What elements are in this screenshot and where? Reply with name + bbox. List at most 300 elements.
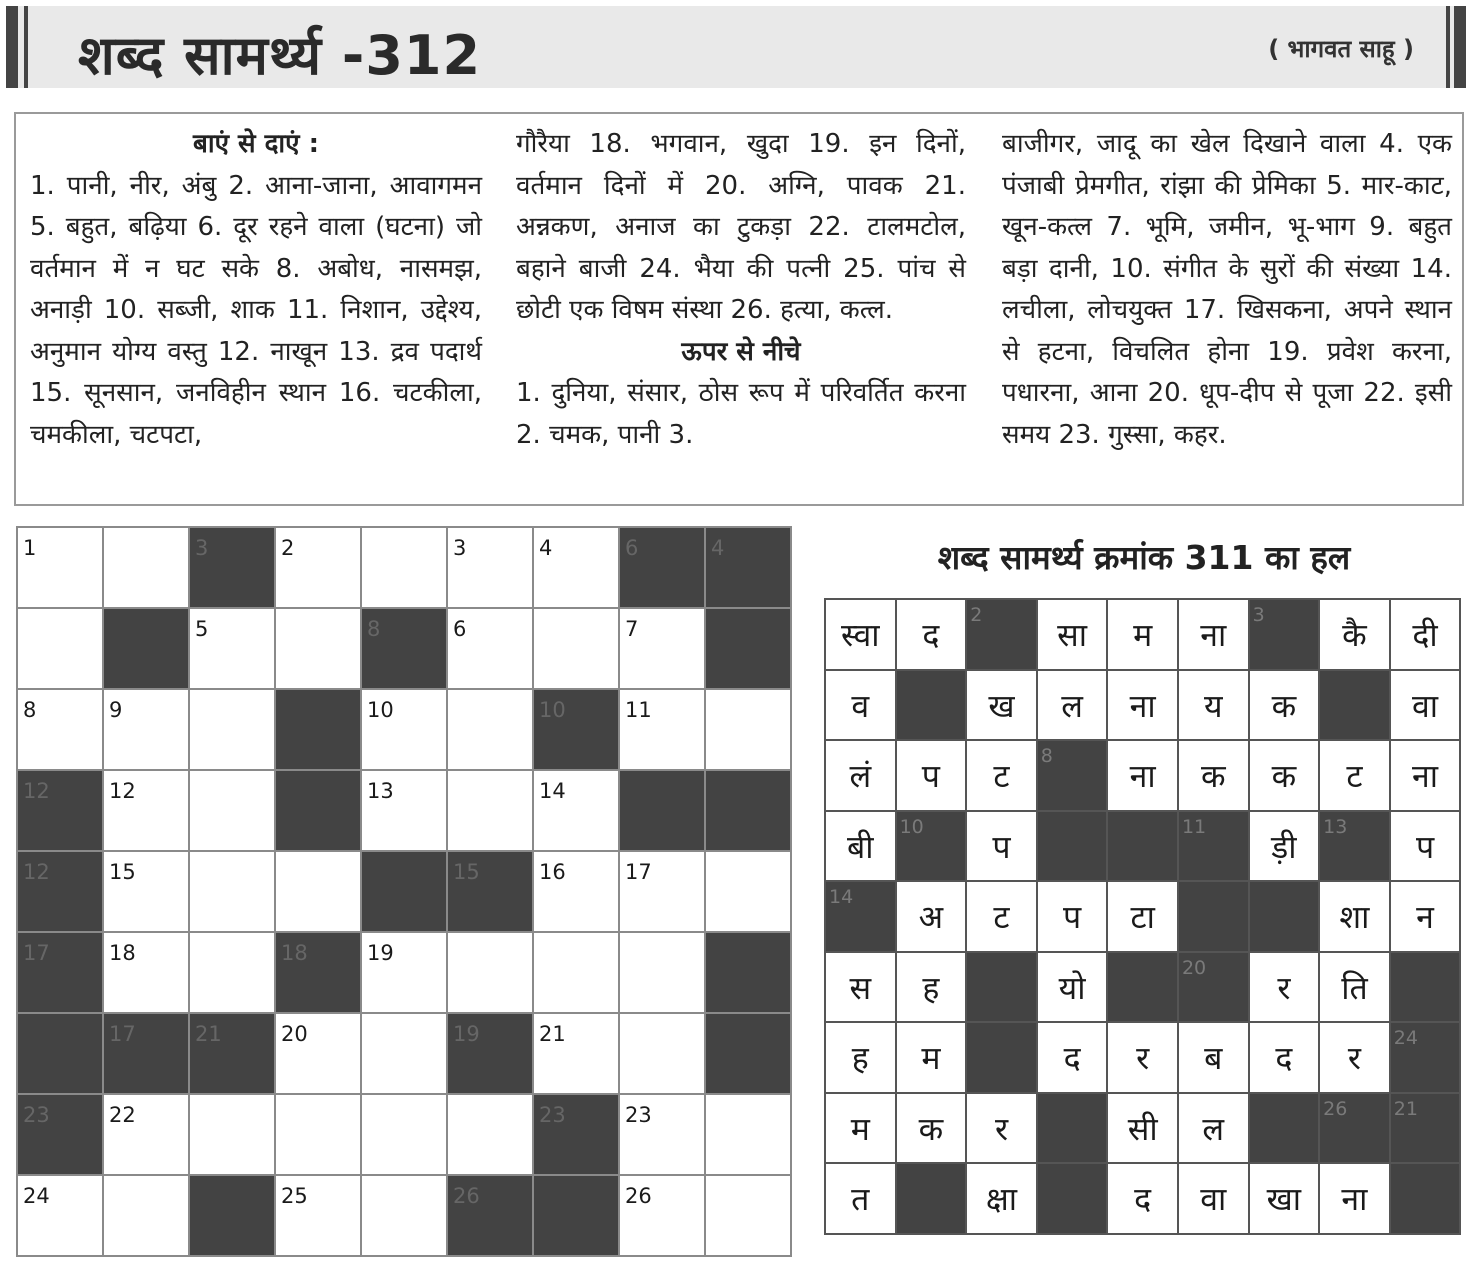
grid-row	[825, 1093, 1460, 1164]
solution-cell	[1107, 670, 1178, 741]
solution-letter: क	[1200, 757, 1226, 795]
answer-cell[interactable]	[361, 689, 447, 770]
answer-cell[interactable]	[447, 932, 533, 1013]
clue-number: 4	[539, 536, 553, 560]
clue-number: 17	[109, 1022, 136, 1046]
clue-number: 13	[367, 779, 394, 803]
solution-cell	[966, 670, 1037, 741]
grid-row	[17, 851, 791, 932]
solution-cell	[825, 952, 896, 1023]
clue-number: 7	[625, 617, 639, 641]
solution-letter: क्षा	[985, 1180, 1018, 1218]
grid-row	[17, 770, 791, 851]
clue-number: 21	[1393, 1097, 1418, 1120]
black-cell	[189, 1013, 275, 1094]
grid-row	[825, 670, 1460, 741]
solution-letter: खा	[1266, 1180, 1302, 1218]
answer-cell[interactable]	[619, 689, 705, 770]
black-cell	[17, 1094, 103, 1175]
solution-letter: लं	[849, 757, 872, 795]
solution-letter: बी	[847, 827, 874, 866]
solution-letter: ट	[1346, 757, 1363, 795]
solution-cell	[1390, 740, 1461, 811]
answer-cell[interactable]	[275, 1094, 361, 1175]
clue-number: 21	[539, 1022, 566, 1046]
answer-cell[interactable]	[103, 527, 189, 608]
answer-cell[interactable]	[361, 1094, 447, 1175]
header-left-rule	[24, 6, 28, 88]
clue-number: 14	[829, 886, 854, 908]
solution-cell	[1107, 1022, 1178, 1093]
black-cell	[1319, 1093, 1390, 1164]
black-cell	[1390, 1093, 1461, 1164]
black-cell	[705, 608, 791, 689]
black-cell	[1249, 599, 1320, 670]
answer-cell[interactable]	[619, 1175, 705, 1256]
solution-cell	[1178, 1093, 1249, 1164]
solution-letter: न	[1416, 898, 1434, 936]
solution-cell	[1390, 599, 1461, 670]
black-cell	[103, 1013, 189, 1094]
grid-row	[825, 599, 1460, 670]
clue-number: 19	[453, 1022, 480, 1046]
answer-cell[interactable]	[619, 1094, 705, 1175]
grid-row	[17, 527, 791, 608]
solution-cell	[1319, 1163, 1390, 1234]
black-cell	[1178, 811, 1249, 882]
solution-cell	[896, 952, 967, 1023]
answer-cell[interactable]	[189, 689, 275, 770]
answer-cell[interactable]	[619, 608, 705, 689]
solution-cell	[1107, 1163, 1178, 1234]
solution-letter: म	[921, 1039, 941, 1077]
black-cell	[275, 770, 361, 851]
grid-row	[825, 1163, 1460, 1234]
solution-cell	[966, 811, 1037, 882]
clue-number: 12	[109, 779, 136, 803]
answer-cell[interactable]	[619, 851, 705, 932]
clue-number: 9	[109, 698, 123, 722]
black-cell	[275, 689, 361, 770]
answer-cell[interactable]	[275, 1013, 361, 1094]
solution-letter: क	[1271, 686, 1297, 725]
across-heading: बाएं से दाएं :	[192, 129, 319, 159]
clue-number: 17	[23, 941, 50, 965]
black-cell	[1249, 1093, 1320, 1164]
black-cell	[189, 527, 275, 608]
solution-letter: ना	[1341, 1180, 1368, 1218]
solution-cell	[966, 1093, 1037, 1164]
answer-cell[interactable]	[275, 527, 361, 608]
solution-letter: क	[1271, 757, 1297, 795]
black-cell	[275, 932, 361, 1013]
solution-letter: प	[921, 757, 940, 795]
answer-cell[interactable]	[533, 770, 619, 851]
solution-letter: ह	[922, 968, 940, 1007]
solution-letter: वा	[1200, 1180, 1227, 1218]
solution-cell	[966, 1163, 1037, 1234]
answer-cell[interactable]	[189, 1094, 275, 1175]
solution-cell	[1390, 670, 1461, 741]
answer-cell[interactable]	[17, 608, 103, 689]
solution-cell	[1319, 740, 1390, 811]
solution-letter: म	[850, 1109, 870, 1148]
answer-cell[interactable]	[103, 932, 189, 1013]
across-clues-part-1: 1. पानी, नीर, अंबु 2. आना-जाना, आवागमन 5. बहुत, बढ़िया 6. दूर रहने वाला (घटना) जो वर्तमान में न घट सके 8. अबोध, नासमझ, अनाड़ी 10. सब्जी, शाक 11. निशान, उद्देश्य, अनुमान योग्य वस्तु 12. नाखून 13. द्रव पदार्थ 15. सूनसान, जनविहीन स्थान 16. चटकीला, चमकीला, चटपटा,	[30, 170, 482, 450]
answer-cell[interactable]	[361, 1013, 447, 1094]
answer-cell[interactable]	[189, 851, 275, 932]
grid-row	[825, 740, 1460, 811]
clue-number: 3	[453, 536, 467, 560]
solution-cell	[825, 1093, 896, 1164]
black-cell	[1390, 1163, 1461, 1234]
grid-row	[825, 952, 1460, 1023]
clue-number: 12	[23, 860, 50, 884]
black-cell	[1107, 811, 1178, 882]
solution-cell	[825, 1022, 896, 1093]
solution-cell	[1178, 1163, 1249, 1234]
answer-cell[interactable]	[103, 689, 189, 770]
solution-cell	[1037, 1022, 1108, 1093]
answer-cell[interactable]	[533, 527, 619, 608]
clue-number: 2	[281, 536, 295, 560]
clues-box	[14, 112, 1464, 506]
solution-letter: ख	[988, 686, 1015, 725]
solution-cell	[1037, 952, 1108, 1023]
solution-cell	[1178, 670, 1249, 741]
clue-number: 25	[281, 1184, 308, 1208]
clues-column-2	[516, 124, 966, 456]
solution-letter: य	[1203, 686, 1223, 725]
clue-number: 26	[453, 1184, 480, 1208]
answer-cell[interactable]	[361, 932, 447, 1013]
black-cell	[361, 608, 447, 689]
clue-number: 24	[23, 1184, 50, 1208]
solution-cell	[1107, 1093, 1178, 1164]
black-cell	[361, 851, 447, 932]
answer-cell[interactable]	[361, 770, 447, 851]
answer-cell[interactable]	[103, 1094, 189, 1175]
solution-letter: दी	[1412, 616, 1438, 654]
solution-letter: र	[1347, 1039, 1361, 1077]
black-cell	[1178, 881, 1249, 952]
black-cell	[17, 770, 103, 851]
clue-number: 15	[453, 860, 480, 884]
clues-column-1	[30, 124, 482, 456]
solution-letter: सा	[1057, 616, 1088, 654]
answer-cell[interactable]	[103, 770, 189, 851]
grid-row	[17, 689, 791, 770]
answer-cell[interactable]	[361, 527, 447, 608]
clue-number: 14	[539, 779, 566, 803]
solution-cell	[896, 740, 967, 811]
solution-cell	[1319, 952, 1390, 1023]
black-cell	[966, 599, 1037, 670]
solution-letter: ना	[1129, 757, 1156, 795]
answer-cell[interactable]	[275, 608, 361, 689]
solution-letter: प	[992, 827, 1011, 866]
solution-letter: ट	[993, 898, 1010, 936]
black-cell	[17, 932, 103, 1013]
solution-cell	[1249, 1022, 1320, 1093]
page-title: शब्द सामर्थ्य -312	[78, 24, 482, 87]
answer-cell[interactable]	[275, 851, 361, 932]
solution-cell	[1107, 740, 1178, 811]
solution-cell	[896, 1093, 967, 1164]
black-cell	[1037, 1163, 1108, 1234]
solution-cell	[1249, 811, 1320, 882]
clue-number: 19	[367, 941, 394, 965]
solution-cell	[1249, 740, 1320, 811]
solution-title: शब्द सामर्थ्य क्रमांक 311 का हल	[937, 538, 1351, 577]
solution-letter: त	[851, 1180, 870, 1218]
grid-row	[825, 1022, 1460, 1093]
author-credit: ( भागवत साहू )	[1268, 35, 1414, 63]
solution-cell	[896, 881, 967, 952]
solution-letter: र	[1277, 968, 1291, 1007]
solution-cell	[825, 740, 896, 811]
clues-column-3	[1002, 124, 1452, 456]
answer-cell[interactable]	[447, 770, 533, 851]
clue-number: 12	[23, 779, 50, 803]
answer-cell[interactable]	[447, 1094, 533, 1175]
answer-cell[interactable]	[361, 1175, 447, 1256]
answer-cell[interactable]	[705, 1094, 791, 1175]
black-cell	[896, 1163, 967, 1234]
solution-cell	[1178, 1022, 1249, 1093]
solution-cell	[966, 881, 1037, 952]
clue-number: 20	[1181, 956, 1207, 979]
answer-cell[interactable]	[275, 1175, 361, 1256]
solution-letter: ड़ी	[1271, 827, 1297, 866]
clue-number: 23	[539, 1103, 566, 1127]
solution-letter: अ	[918, 898, 944, 936]
clue-number: 8	[23, 698, 37, 722]
solution-cell	[825, 1163, 896, 1234]
solution-letter: ल	[1202, 1109, 1225, 1148]
black-cell	[966, 1022, 1037, 1093]
solution-letter: ब	[1204, 1039, 1223, 1077]
black-cell	[705, 1013, 791, 1094]
solution-cell	[896, 1022, 967, 1093]
solution-letter: स	[849, 968, 872, 1007]
black-cell	[1319, 670, 1390, 741]
solution-letter: सी	[1127, 1109, 1158, 1148]
black-cell	[103, 608, 189, 689]
answer-cell[interactable]	[705, 851, 791, 932]
solution-cell	[1390, 811, 1461, 882]
black-cell	[1178, 952, 1249, 1023]
black-cell	[825, 881, 896, 952]
solution-cell	[1319, 881, 1390, 952]
solution-letter: ति	[1341, 968, 1368, 1007]
solution-cell	[1037, 670, 1108, 741]
clue-number: 26	[1323, 1097, 1348, 1120]
grid-row	[825, 811, 1460, 882]
clue-number: 26	[625, 1184, 652, 1208]
solution-letter: प	[1415, 827, 1435, 866]
solution-letter: ल	[1061, 686, 1083, 725]
crossword-grid-312	[16, 526, 792, 1257]
clue-number: 8	[1040, 745, 1053, 767]
answer-cell[interactable]	[619, 932, 705, 1013]
black-cell	[447, 1013, 533, 1094]
answer-cell[interactable]	[103, 1175, 189, 1256]
black-cell	[705, 770, 791, 851]
black-cell	[1390, 1022, 1461, 1093]
answer-cell[interactable]	[17, 689, 103, 770]
black-cell	[447, 851, 533, 932]
black-cell	[533, 1175, 619, 1256]
solution-letter: द	[922, 616, 940, 654]
answer-cell[interactable]	[533, 851, 619, 932]
clue-number: 18	[281, 941, 308, 965]
solution-letter: ह	[851, 1039, 869, 1077]
solution-cell	[1319, 599, 1390, 670]
black-cell	[705, 527, 791, 608]
clue-number: 2	[970, 604, 983, 626]
black-cell	[447, 1175, 533, 1256]
black-cell	[1249, 881, 1320, 952]
clue-number: 20	[281, 1022, 308, 1046]
answer-cell[interactable]	[705, 689, 791, 770]
clue-number: 3	[1252, 604, 1265, 626]
black-cell	[896, 670, 967, 741]
clue-number: 24	[1393, 1027, 1418, 1049]
solution-cell	[1037, 599, 1108, 670]
solution-letter: शा	[1339, 898, 1370, 936]
clue-number: 11	[1181, 815, 1207, 838]
black-cell	[1037, 1093, 1108, 1164]
answer-cell[interactable]	[533, 932, 619, 1013]
clue-number: 11	[625, 698, 652, 722]
answer-cell[interactable]	[533, 608, 619, 689]
answer-cell[interactable]	[103, 851, 189, 932]
answer-cell[interactable]	[533, 1013, 619, 1094]
grid-row	[17, 1094, 791, 1175]
clue-number: 15	[109, 860, 136, 884]
solution-cell	[1249, 952, 1320, 1023]
black-cell	[189, 1175, 275, 1256]
clue-number: 3	[195, 536, 209, 560]
answer-cell[interactable]	[189, 608, 275, 689]
solution-cell	[1178, 599, 1249, 670]
solution-letter: वा	[1412, 686, 1439, 725]
clue-number: 6	[625, 536, 639, 560]
header-left-bar	[6, 6, 18, 88]
solution-cell	[1107, 599, 1178, 670]
grid-row	[17, 608, 791, 689]
black-cell	[17, 1013, 103, 1094]
answer-cell[interactable]	[619, 1013, 705, 1094]
down-clues-part-1: 1. दुनिया, संसार, ठोस रूप में परिवर्तित करना 2. चमक, पानी 3.	[516, 378, 966, 450]
black-cell	[619, 527, 705, 608]
answer-cell[interactable]	[189, 932, 275, 1013]
clue-number: 5	[195, 617, 209, 641]
clue-number: 13	[1323, 815, 1348, 838]
solution-cell	[1249, 1163, 1320, 1234]
solution-letter: ना	[1129, 686, 1156, 725]
solution-cell	[1319, 1022, 1390, 1093]
clue-number: 17	[625, 860, 652, 884]
solution-cell	[825, 811, 896, 882]
clue-number: 16	[539, 860, 566, 884]
solution-cell	[1107, 881, 1178, 952]
black-cell	[1107, 952, 1178, 1023]
header-right-rule	[1446, 6, 1450, 88]
solution-letter: क	[918, 1109, 944, 1148]
header-banner	[6, 6, 1466, 88]
solution-letter: ट	[993, 757, 1010, 795]
solution-letter: द	[1275, 1039, 1293, 1077]
solution-letter: म	[1133, 616, 1153, 654]
solution-letter: द	[1063, 1039, 1081, 1077]
solution-cell	[1249, 670, 1320, 741]
down-clues-part-2: बाजीगर, जादू का खेल दिखाने वाला 4. एक पंजाबी प्रेमगीत, रांझा की प्रेमिका 5. मार-काट, खून-कत्ल 7. भूमि, जमीन, भू-भाग 9. बहुत बड़ा दानी, 10. संगीत के सुरों की संख्या 14. लचीला, लोचयुक्त 17. खिसकना, अपने स्थान से हटना, विचलित होना 19. प्रवेश करना, पधारना, आना 20. धूप-दीप से पूजा 22. इसी समय 23. गुस्सा, कहर.	[1002, 129, 1452, 450]
black-cell	[1390, 952, 1461, 1023]
answer-cell[interactable]	[17, 527, 103, 608]
answer-cell[interactable]	[447, 689, 533, 770]
clue-number: 10	[539, 698, 566, 722]
black-cell	[1319, 811, 1390, 882]
solution-letter: र	[1136, 1039, 1150, 1077]
black-cell	[17, 851, 103, 932]
solution-cell	[1390, 881, 1461, 952]
answer-cell[interactable]	[189, 770, 275, 851]
clue-number: 18	[109, 941, 136, 965]
solution-cell	[825, 670, 896, 741]
answer-cell[interactable]	[705, 1175, 791, 1256]
answer-cell[interactable]	[17, 1175, 103, 1256]
clue-number: 8	[367, 617, 381, 641]
header-right-bar	[1454, 6, 1466, 88]
answer-cell[interactable]	[447, 608, 533, 689]
solution-grid-311	[824, 598, 1461, 1235]
black-cell	[1037, 811, 1108, 882]
clue-number: 21	[195, 1022, 222, 1046]
solution-letter: र	[994, 1109, 1009, 1148]
black-cell	[533, 1094, 619, 1175]
clue-number: 10	[899, 815, 924, 838]
solution-cell	[825, 599, 896, 670]
black-cell	[533, 689, 619, 770]
grid-row	[17, 1013, 791, 1094]
clue-number: 4	[711, 536, 725, 560]
grid-row	[17, 1175, 791, 1256]
solution-cell	[1178, 740, 1249, 811]
clue-number: 23	[23, 1103, 50, 1127]
solution-cell	[1037, 881, 1108, 952]
solution-letter: कै	[1342, 616, 1367, 654]
solution-letter: प	[1062, 898, 1082, 936]
down-heading: ऊपर से नीचे	[681, 336, 801, 367]
black-cell	[966, 952, 1037, 1023]
solution-letter: यो	[1058, 968, 1086, 1007]
clue-number: 23	[625, 1103, 652, 1127]
solution-cell	[896, 599, 967, 670]
solution-letter: ना	[1412, 757, 1439, 795]
clue-number: 10	[367, 698, 394, 722]
clue-number: 6	[453, 617, 467, 641]
clue-number: 22	[109, 1103, 136, 1127]
solution-letter: स्वा	[841, 616, 880, 654]
black-cell	[705, 932, 791, 1013]
solution-letter: द	[1134, 1180, 1152, 1218]
answer-cell[interactable]	[447, 527, 533, 608]
black-cell	[619, 770, 705, 851]
solution-letter: व	[851, 686, 870, 725]
solution-letter: टा	[1130, 898, 1155, 936]
